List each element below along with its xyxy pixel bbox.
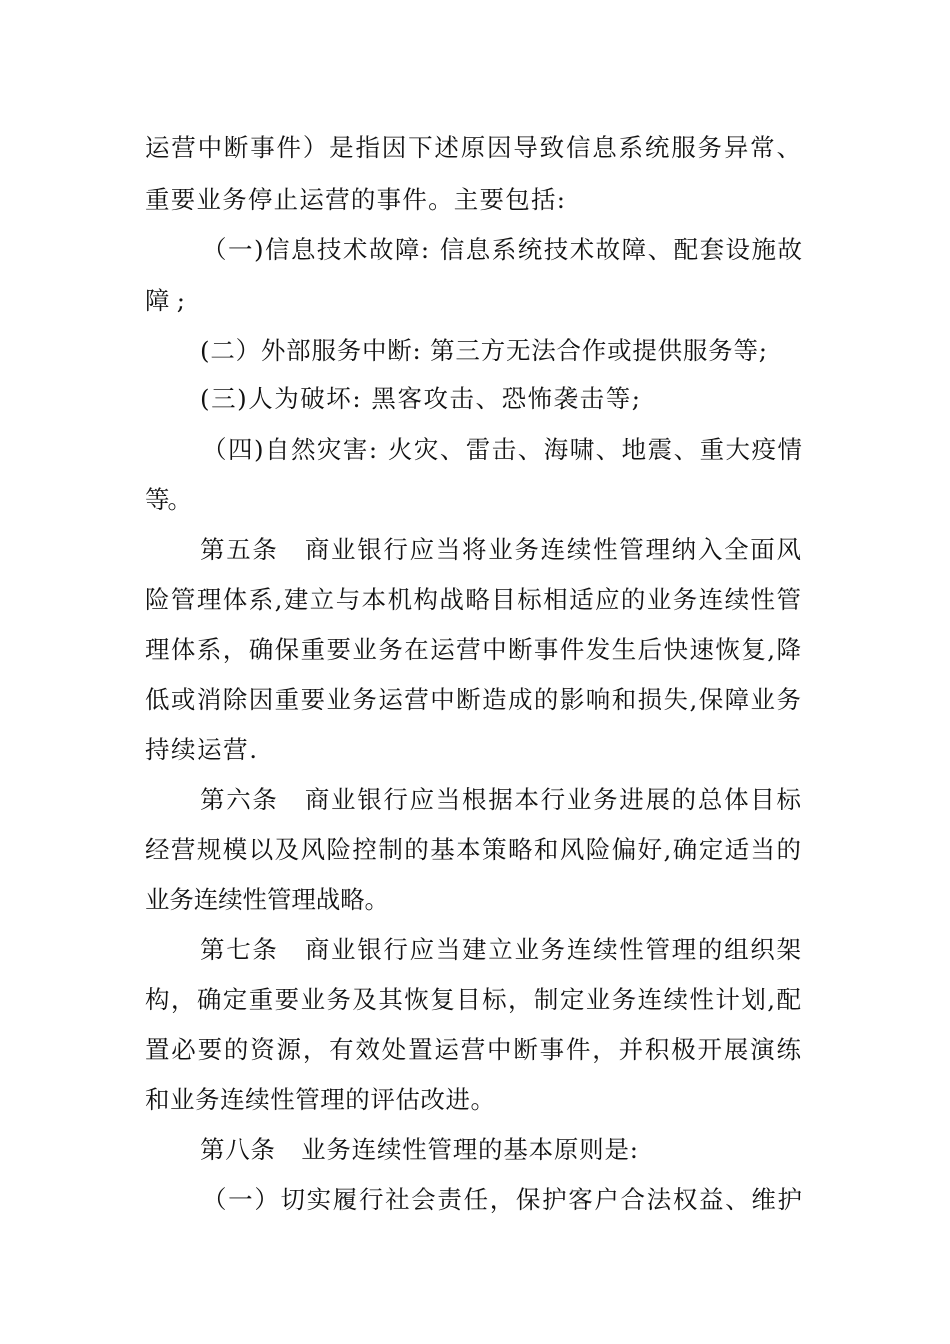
text-line: (二）外部服务中断: 第三方无法合作或提供服务等;	[200, 336, 768, 365]
text-line: 经营规模以及风险控制的基本策略和风险偏好,确定适当的	[145, 835, 803, 864]
text-line: 业务连续性管理战略。	[145, 885, 389, 914]
text-line: 险管理体系,建立与本机构战略目标相适应的业务连续性管	[145, 585, 803, 614]
text-line: 重要业务停止运营的事件。主要包括:	[145, 185, 567, 214]
text-line: 构，确定重要业务及其恢复目标，制定业务连续性计划,配	[145, 985, 803, 1014]
text-line: 理体系，确保重要业务在运营中断事件发生后快速恢复,降	[145, 635, 803, 664]
text-line: （一）切实履行社会责任，保护客户合法权益、维护	[202, 1185, 804, 1214]
text-line: 第五条 商业银行应当将业务连续性管理纳入全面风	[200, 535, 803, 564]
text-line: 持续运营.	[145, 735, 259, 764]
text-line: 等。	[145, 485, 190, 514]
text-line: 置必要的资源，有效处置运营中断事件，并积极开展演练	[145, 1035, 803, 1064]
text-line: (三)人为破坏: 黑客攻击、恐怖袭击等;	[200, 384, 642, 413]
text-line: 低或消除因重要业务运营中断造成的影响和损失,保障业务	[145, 685, 803, 714]
text-line: （四)自然灾害: 火灾、雷击、海啸、地震、重大疫情	[202, 435, 804, 464]
text-line: 第六条 商业银行应当根据本行业务进展的总体目标	[200, 785, 803, 814]
text-line: 第七条 商业银行应当建立业务连续性管理的组织架	[200, 935, 803, 964]
text-line: 第八条 业务连续性管理的基本原则是:	[200, 1135, 639, 1164]
text-line: 障;	[145, 286, 193, 315]
text-line: （一)信息技术故障: 信息系统技术故障、配套设施故	[202, 235, 804, 264]
text-line: 运营中断事件）是指因下述原因导致信息系统服务异常、	[145, 133, 803, 162]
text-line: 和业务连续性管理的评估改进。	[145, 1085, 496, 1114]
